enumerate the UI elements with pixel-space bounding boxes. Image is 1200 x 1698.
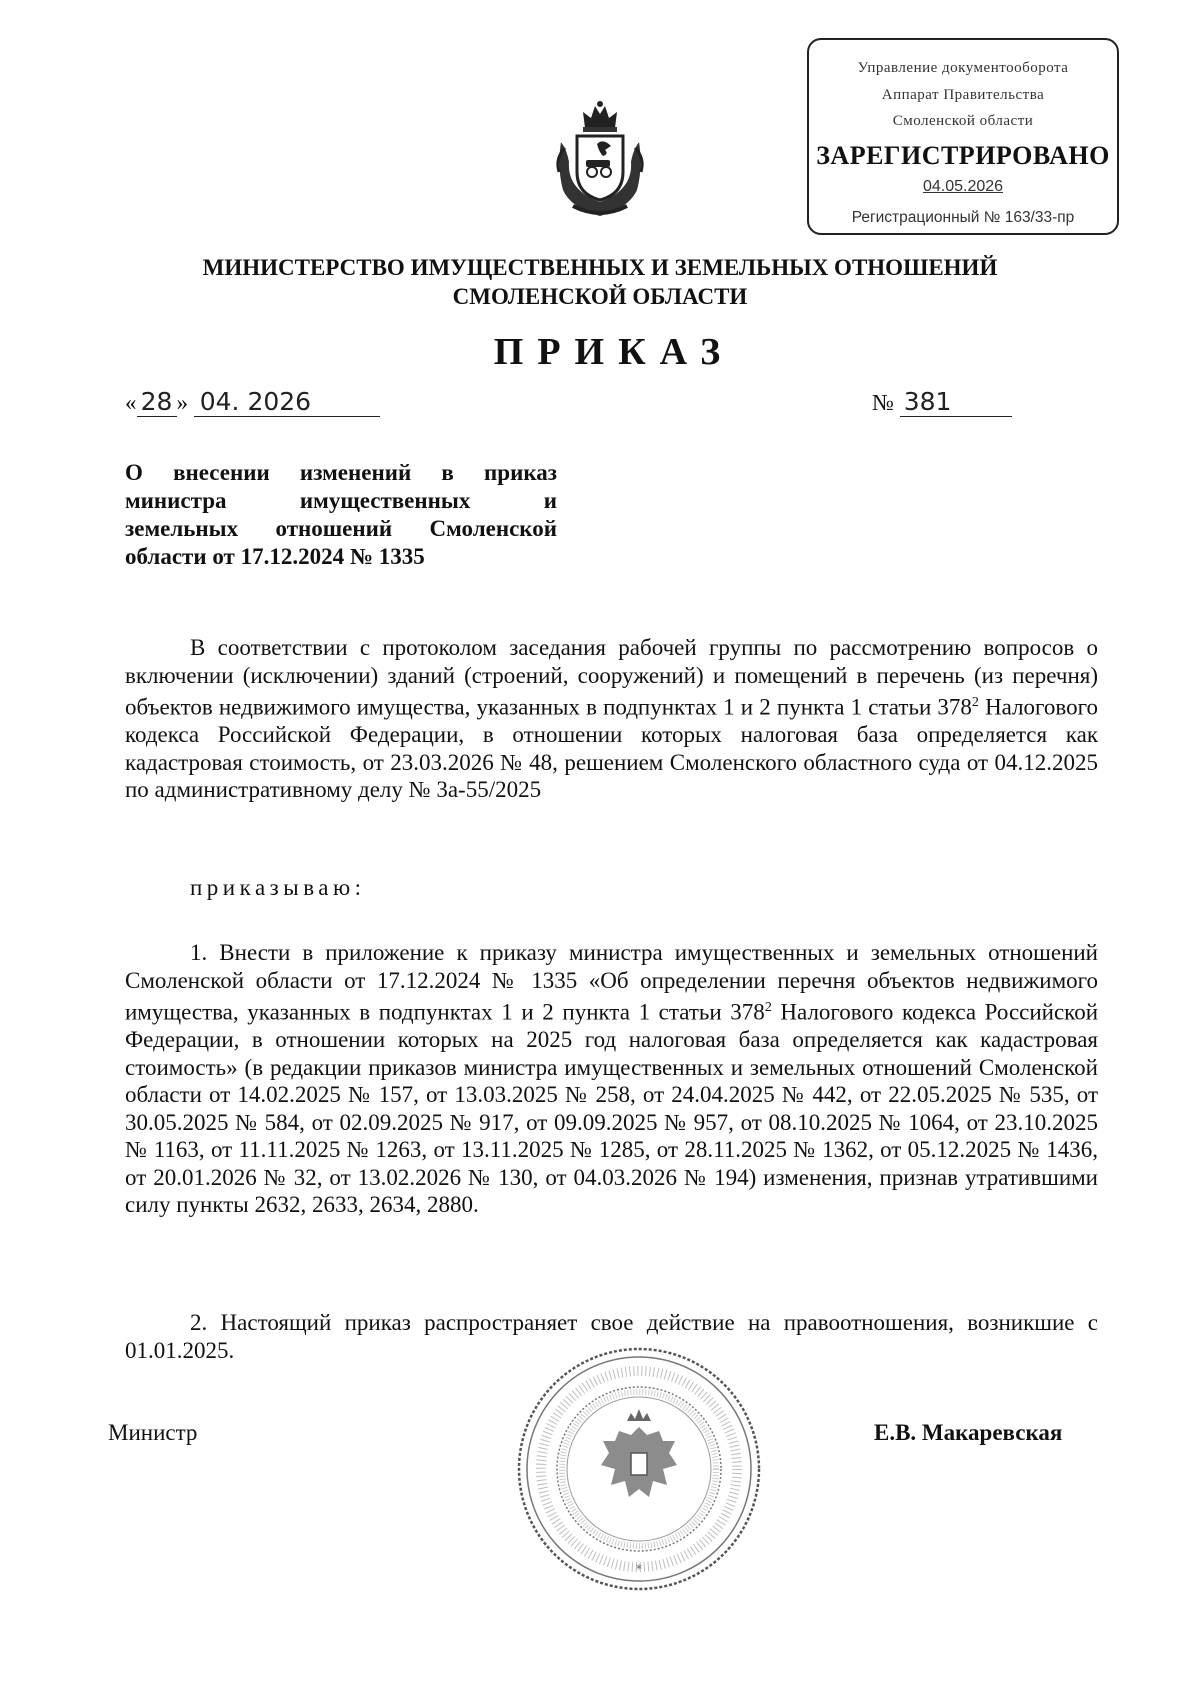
date-month-year: 04. 2026 xyxy=(194,387,380,417)
item1-text-a: 1. Внести в приложение к приказу министра имущественных и земельных отношений Смоленской области от 17.12.2024 № 1335 «Об определении перечня объектов недвижимого имущества, указанных в подпунктах 1 и 2 пункта 1 статьи 378 xyxy=(125,940,1098,1025)
date-day: 28 xyxy=(137,387,177,417)
ministry-name-line1: МИНИСТЕРСТВО ИМУЩЕСТВЕННЫХ И ЗЕМЕЛЬНЫХ ОТНОШЕНИЙ xyxy=(202,255,998,280)
preamble-text-a: В соответствии с протоколом заседания рабочей группы по рассмотрению вопросов о включении (исключении) зданий (строений, сооружений) и помещений в перечень (из перечня) объектов недвижимого имущества, указанных в подпунктах 1 и 2 пункта 1 статьи 378 xyxy=(125,635,1098,720)
preamble-paragraph xyxy=(125,634,1098,804)
official-seal-icon xyxy=(515,1345,763,1593)
order-subject xyxy=(125,459,557,571)
subject-line4: области от 17.12.2024 № 1335 xyxy=(125,544,425,569)
order-number-value: 381 xyxy=(900,387,1012,417)
order-word: приказываю: xyxy=(190,875,366,900)
reg-stamp-line3: Смоленской области xyxy=(892,113,1034,129)
order-date xyxy=(125,387,380,419)
document-type-title: ПРИКАЗ xyxy=(493,331,735,373)
item1-superscript: 2 xyxy=(764,1000,772,1015)
order-item-1 xyxy=(125,939,1098,1219)
reg-stamp-status: ЗАРЕГИСТРИРОВАНО xyxy=(816,141,1110,170)
order-item-2: 2. Настоящий приказ распространяет свое действие на правоотношения, возникшие с 01.01.2025. xyxy=(125,1310,1098,1363)
ministry-name-line2: СМОЛЕНСКОЙ ОБЛАСТИ xyxy=(452,284,748,309)
signatory-position: Министр xyxy=(108,1420,198,1445)
date-open-quote: « xyxy=(125,390,137,415)
coat-of-arms-icon xyxy=(553,98,647,220)
order-number xyxy=(872,387,1012,417)
reg-stamp-number: Регистрационный № 163/33-пр xyxy=(851,209,1075,226)
reg-stamp-line2: Аппарат Правительства xyxy=(881,87,1045,103)
date-close-quote: » xyxy=(176,390,188,415)
item1-text-b: Налогового кодекса Российской Федерации, в отношении которых на 2025 год налоговая база определяется как кадастровая стоимость» (в редакции приказов министра имущественных и земельных отношений Смоленской области от 14.02.2025 № 157, от 13.03.2025 № 258, от 24.04.2025 № 442, от 22.05.2025 № 535, от 30.05.2025 № 584, от 02.09.2025 № 917, от 09.09.2025 № 957, от 08.10.2025 № 1064, от 23.10.2025 № 1163, от 11.11.2025 № 1263, от 13.11.2025 № 1285, от 28.11.2025 № 1362, от 05.12.2025 № 1436, от 20.01.2026 № 32, от 13.02.2026 № 130, от 04.03.2026 № 194) изменения, признав утратившими силу пункты 2632, 2633, 2634, 2880. xyxy=(125,999,1098,1218)
subject-line3: земельных отношений Смоленской xyxy=(125,516,557,541)
reg-stamp-date: 04.05.2026 xyxy=(922,178,1004,195)
preamble-text-b: Налогового кодекса Российской Федерации, в отношении которых налоговая база определяется как кадастровая стоимость, от 23.03.2026 № 48, решением Смоленского областного суда от 04.12.2025 по административному делу № 3а-55/2025 xyxy=(125,694,1098,803)
preamble-superscript: 2 xyxy=(971,695,979,710)
subject-line1: О внесении изменений в приказ xyxy=(125,460,557,485)
reg-stamp-line1: Управление документооборота xyxy=(857,60,1069,76)
svg-text:*: * xyxy=(636,1562,642,1576)
order-number-label: № xyxy=(872,390,894,415)
subject-line2: министра имущественных и xyxy=(125,488,557,513)
signatory-name: Е.В. Макаревская xyxy=(874,1420,1063,1445)
